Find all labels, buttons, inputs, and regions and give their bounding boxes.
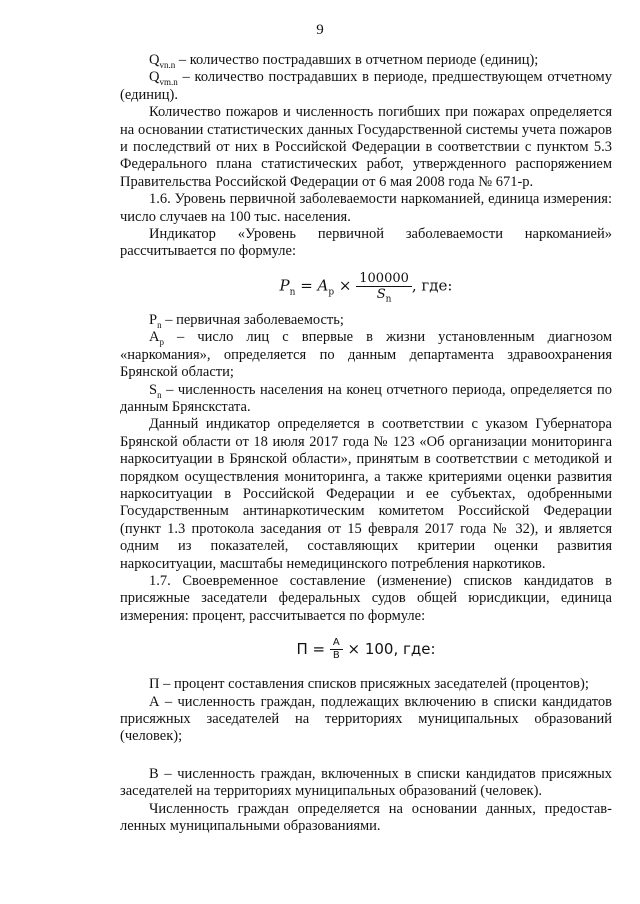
formula-lhs-sub: n <box>289 287 296 298</box>
paragraph-last: Численность граждан определяется на основании данных, предоставленных муниципальными образованиями. <box>120 800 612 835</box>
formula-narcomania <box>120 270 612 305</box>
formula-lhs: П <box>296 640 308 659</box>
symbol-subscript: n <box>157 319 162 330</box>
paragraph-section-1-7: 1.7. Своевременное составление (изменение) списков кандидатов в присяжные заседатели федеральных судов общей юрисдикции, единица измерения: процент, рассчитывается по формуле: <box>120 572 612 624</box>
formula-a: A <box>317 276 329 295</box>
definition-text: – количество пострадавших в отчетном периоде (единиц); <box>175 52 539 68</box>
definition-s <box>120 382 612 417</box>
formula-times: × <box>334 276 357 295</box>
fraction-denominator-symbol: S <box>376 286 386 302</box>
definition-text: – первичная заболеваемость; <box>161 311 344 328</box>
definition-a2: А – численность граждан, подлежащих включению в списки кандидатов присяжных заседателей на территориях муниципальных образований (человек); <box>120 693 612 745</box>
paragraph-fires: Количество пожаров и численность погибших при пожарах определяется на основании статистических данных Государственной системы учета пожаров и последствий от них в Российской Федерации в соответствии с пунктом 5.3 Федерального плана статистических работ, утвержденного распоряжением Правительства Российской Федерации от 6 мая 2008 года № 671-р. <box>120 104 612 190</box>
fraction-denominator <box>356 286 412 305</box>
page-number: 9 <box>316 22 324 38</box>
formula-tail: × 100, где: <box>342 640 436 659</box>
fraction-denominator-sub: n <box>385 294 392 305</box>
fraction-denominator: В <box>332 650 340 662</box>
definition-p <box>120 312 612 329</box>
definition-pi: П – процент составления списков присяжных заседателей (процентов); <box>149 676 589 693</box>
formula-fraction <box>356 270 412 305</box>
formula-equals: = <box>307 640 330 659</box>
paragraph-indicator: Индикатор «Уровень первичной заболеваемости наркоманией» рассчитывается по формуле: <box>120 226 612 260</box>
formula-fraction <box>330 637 343 662</box>
formula-equals: = <box>295 276 318 295</box>
symbol-subscript: vm.n <box>159 77 178 88</box>
paragraph-decree: Данный индикатор определяется в соответствии с указом Губернатора Брянской области от 18 июля 2017 года № 123 «Об организации мониторинга наркоситуации в Брянской области», принятым в соответствии с методикой и порядком осуществления мониторинга, а также критериями оценки развития наркоситуации в Российской Федерации и ее субъектах, одобренными Государственным антинаркотическим комитетом Российской Федерации (пункт 1.3 протокола заседания от 15 февраля 2017 года № 32), и является одним из показателей, составляющих критерии оценки развития наркоситуации, масштабы немедицинского потребления наркотиков. <box>120 416 612 572</box>
definition-q-previous <box>120 69 612 104</box>
definition-text: – число лиц с впервые в жизни установленным диагнозом «наркомания», определяется по данным департамента здравоохранения Брянской области; <box>120 329 612 381</box>
formula-jurors <box>120 637 612 662</box>
symbol-s: S <box>149 381 158 398</box>
fraction-numerator: А <box>330 637 343 650</box>
symbol-subscript: p <box>159 337 164 348</box>
paragraph-section-1-6: 1.6. Уровень первичной заболеваемости наркоманией, единица измерения: число случаев на 100 тыс. населения. <box>120 191 612 225</box>
definition-q-reporting <box>120 52 612 69</box>
fraction-numerator: 100000 <box>356 271 412 287</box>
definition-a <box>120 329 612 381</box>
symbol-q: Q <box>149 52 160 68</box>
symbol-a: A <box>149 329 160 346</box>
symbol-p: P <box>149 311 158 328</box>
formula-a-sub: p <box>328 287 335 298</box>
symbol-subscript: vn.n <box>159 59 176 70</box>
page-body <box>120 52 612 835</box>
formula-lhs: P <box>279 276 290 295</box>
definition-text: – численность населения на конец отчетного периода, определяется по данным Брянскстата. <box>120 381 612 415</box>
definition-text: – количество пострадавших в периоде, предшествующем отчетному (единиц). <box>120 69 612 103</box>
symbol-q: Q <box>149 69 160 86</box>
formula-tail: , где: <box>411 276 453 295</box>
symbol-subscript: n <box>157 389 162 400</box>
definition-b: В – численность граждан, включенных в списки кандидатов присяжных заседателей на территориях муниципальных образований (человек). <box>120 765 612 800</box>
